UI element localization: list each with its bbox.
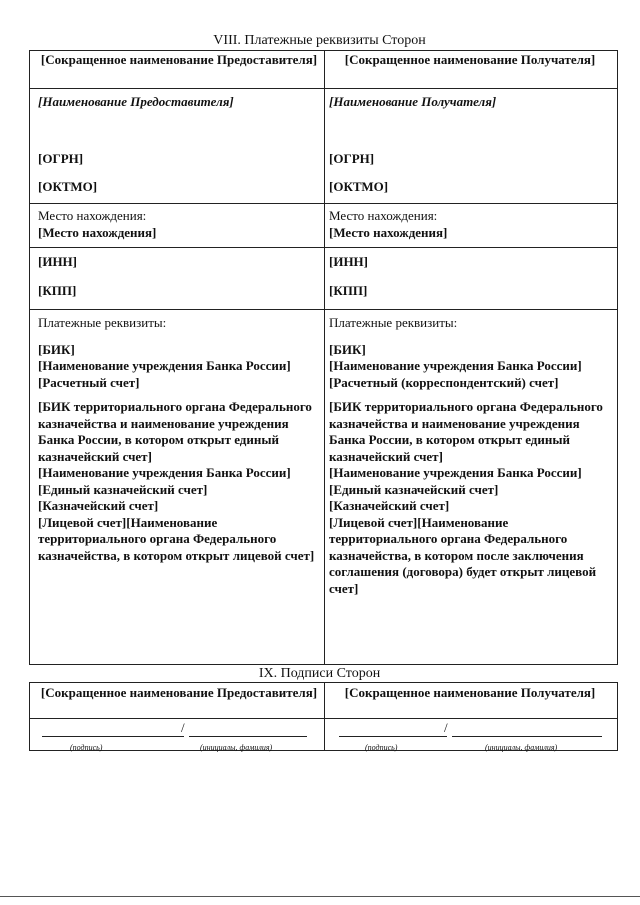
recipient-payment-cell <box>325 310 618 665</box>
sign-provider-header-cell <box>30 683 325 719</box>
provider-identity-cell <box>30 89 325 204</box>
sign-recipient-header: [Сокращенное наименование Получателя] <box>344 685 596 700</box>
provider-account: [Расчетный счет] <box>38 374 140 390</box>
recipient-inn: [ИНН] <box>329 254 368 269</box>
provider-single-account: [Единый казначейский счет] <box>38 481 208 497</box>
recipient-personal-account: [Лицевой счет][Наименование территориального органа Федерального казначейства, в котором после заключения соглашения (договора) будет открыт лицевой счет] <box>329 514 597 596</box>
provider-signature-slash: / <box>181 720 185 735</box>
recipient-identity-cell <box>325 89 618 204</box>
provider-treasury-bank: [Наименование учреждения Банка России] <box>38 465 291 480</box>
recipient-location-cell <box>325 204 618 248</box>
section8-title: VIII. Платежные реквизиты Сторон <box>213 33 426 48</box>
recipient-account: [Расчетный (корреспондентский) счет] <box>329 374 559 390</box>
recipient-name: [Наименование Получателя] <box>329 94 497 109</box>
provider-oktmo: [ОКТМО] <box>38 179 98 194</box>
provider-header-cell <box>30 51 325 89</box>
provider-name: [Наименование Предоставителя] <box>38 94 234 109</box>
recipient-location-label: Место нахождения: <box>329 208 438 223</box>
recipient-signature-cell <box>325 719 618 751</box>
provider-location-cell <box>30 204 325 248</box>
recipient-signature-slash: / <box>444 720 448 735</box>
signatures-table <box>29 682 618 751</box>
recipient-payment-label: Платежные реквизиты: <box>329 315 458 330</box>
provider-bik: [БИК] <box>38 341 75 357</box>
recipient-ogrn: [ОГРН] <box>329 150 375 166</box>
recipient-signature-line <box>339 736 447 737</box>
provider-signature-cell <box>30 719 325 751</box>
recipient-bank-name: [Наименование учреждения Банка России] <box>329 358 582 373</box>
recipient-header: [Сокращенное наименование Получателя] <box>344 52 596 67</box>
recipient-signature-caption: (подпись) <box>365 743 398 752</box>
section9-title: IX. Подписи Сторон <box>258 666 381 681</box>
provider-kpp: [КПП] <box>38 282 77 298</box>
recipient-tax-cell <box>325 248 618 310</box>
provider-signature-line <box>42 736 184 737</box>
provider-payment-label: Платежные реквизиты: <box>38 315 167 330</box>
recipient-treasury-bik: [БИК территориального органа Федерального казначейства и наименование учреждения Банка России, в котором открыт единый казначейский счет] <box>329 399 603 464</box>
provider-name-caption: (инициалы, фамилия) <box>200 743 273 752</box>
provider-location-label: Место нахождения: <box>38 208 147 223</box>
recipient-oktmo: [ОКТМО] <box>329 179 389 194</box>
sign-provider-header: [Сокращенное наименование Предоставителя] <box>40 685 318 700</box>
provider-location: [Место нахождения] <box>38 224 157 240</box>
provider-payment-cell <box>30 310 325 665</box>
provider-inn: [ИНН] <box>38 254 77 269</box>
recipient-bik: [БИК] <box>329 341 366 357</box>
provider-tax-cell <box>30 248 325 310</box>
recipient-location: [Место нахождения] <box>329 224 448 240</box>
recipient-single-account: [Единый казначейский счет] <box>329 481 499 497</box>
recipient-treasury-bank: [Наименование учреждения Банка России] <box>329 465 582 480</box>
sign-recipient-header-cell <box>325 683 618 719</box>
provider-name-line <box>189 736 307 737</box>
provider-treasury-bik: [БИК территориального органа Федерального казначейства и наименование учреждения Банка России, в котором открыт единый казначейский счет] <box>38 399 312 464</box>
provider-signature-caption: (подпись) <box>70 743 103 752</box>
page-bottom-rule <box>0 896 640 897</box>
payment-details-table <box>29 50 618 665</box>
recipient-name-line <box>452 736 602 737</box>
provider-personal-account: [Лицевой счет][Наименование территориального органа Федерального казначейства, в котором открыт лицевой счет] <box>38 514 315 563</box>
recipient-kpp: [КПП] <box>329 282 368 298</box>
provider-header: [Сокращенное наименование Предоставителя] <box>40 52 318 67</box>
provider-treasury-account: [Казначейский счет] <box>38 498 159 513</box>
recipient-name-caption: (инициалы, фамилия) <box>485 743 558 752</box>
provider-bank-name: [Наименование учреждения Банка России] <box>38 358 291 373</box>
recipient-header-cell <box>325 51 618 89</box>
provider-ogrn: [ОГРН] <box>38 150 84 166</box>
recipient-treasury-account: [Казначейский счет] <box>329 498 450 513</box>
